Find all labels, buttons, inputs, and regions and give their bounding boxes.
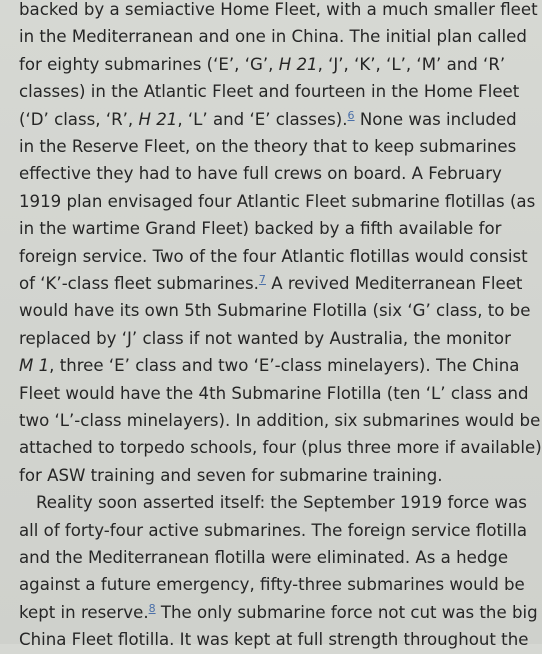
text-line-24: China Fleet flotilla. It was kept at full strength throughout the xyxy=(19,630,529,650)
text-line-16: two ‘L’-class minelayers). In addition, six submarines would be xyxy=(19,411,541,430)
text-line-1: backed by a semiactive Home Fleet, with a much smaller fleet xyxy=(19,0,538,19)
text-line-13: replaced by ‘J’ class if not wanted by Australia, the monitor xyxy=(19,328,511,348)
text-fragment: kept in reserve. xyxy=(19,602,149,622)
vessel-name: H 21 xyxy=(278,54,318,74)
text-fragment: , ‘L’ and ‘E’ classes). xyxy=(177,109,348,129)
text-line-23 xyxy=(19,599,538,627)
text-line-4: classes) in the Atlantic Fleet and fourteen in the Home Fleet xyxy=(19,82,520,102)
text-line-6: in the Reserve Fleet, on the theory that to keep submarines xyxy=(19,137,517,156)
text-line-17: attached to torpedo schools, four (plus three more if available) xyxy=(19,438,542,458)
text-line-19: Reality soon asserted itself: the September 1919 force was xyxy=(36,493,527,513)
text-fragment: , ‘J’, ‘K’, ‘L’, ‘M’ and ‘R’ xyxy=(317,54,506,74)
footnote-link-6[interactable]: 6 xyxy=(347,108,355,122)
text-line-2: in the Mediterranean and one in China. The initial plan called xyxy=(19,27,527,47)
text-line-7: effective they had to have full crews on board. A February xyxy=(19,164,502,184)
text-fragment: The only submarine force not cut was the big xyxy=(155,602,538,622)
text-fragment: A revived Mediterranean Fleet xyxy=(265,274,523,293)
footnote-link-8[interactable]: 8 xyxy=(148,601,156,615)
text-fragment: (‘D’ class, ‘R’, xyxy=(19,109,139,129)
text-line-3 xyxy=(19,51,506,79)
text-line-5 xyxy=(19,106,517,134)
text-line-14 xyxy=(19,352,520,380)
text-line-11 xyxy=(19,270,523,298)
text-fragment: None was included xyxy=(354,109,517,129)
vessel-name: M 1 xyxy=(19,356,50,376)
footnote-link-7[interactable]: 7 xyxy=(258,273,266,286)
text-line-12: would have its own 5th Submarine Flotilla (six ‘G’ class, to be xyxy=(19,301,531,321)
text-line-18: for ASW training and seven for submarine training. xyxy=(19,465,443,485)
text-line-10: foreign service. Two of the four Atlantic flotillas would consist xyxy=(19,246,528,266)
text-fragment: for eighty submarines (‘E’, ‘G’, xyxy=(19,54,279,74)
text-line-22: against a future emergency, fifty-three submarines would be xyxy=(19,575,525,595)
text-line-15: Fleet would have the 4th Submarine Flotilla (ten ‘L’ class and xyxy=(19,383,529,403)
text-fragment: , three ‘E’ class and two ‘E’-class minelayers). The China xyxy=(49,356,520,376)
text-line-20: all of forty-four active submarines. The foreign service flotilla xyxy=(19,520,528,540)
text-line-8: 1919 plan envisaged four Atlantic Fleet submarine flotillas (as xyxy=(19,191,536,211)
text-line-9: in the wartime Grand Fleet) backed by a fifth available for xyxy=(19,219,502,239)
vessel-name: H 21 xyxy=(138,109,178,129)
text-line-21: and the Mediterranean flotilla were eliminated. As a hedge xyxy=(19,548,509,567)
text-fragment: of ‘K’-class fleet submarines. xyxy=(19,274,259,293)
